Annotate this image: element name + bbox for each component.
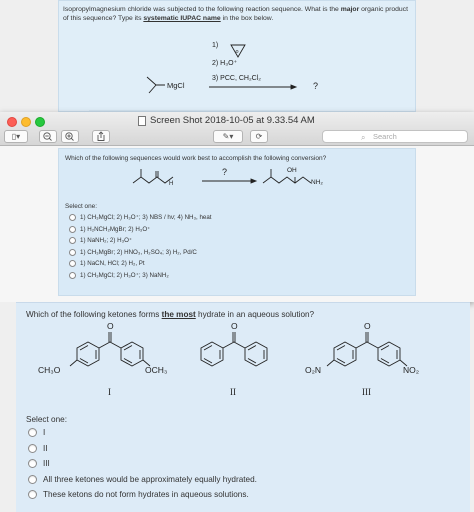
inner-option[interactable]: 1) CH₃MgCl; 2) H₃O⁺; 3) NBS / hν; 4) NH₃, heat — [69, 212, 212, 224]
ketone-3-left-group: O₂N — [305, 365, 322, 375]
zoom-out-icon — [40, 131, 56, 142]
epoxide-structure — [231, 45, 245, 57]
inner-select-label: Select one: — [65, 203, 97, 210]
markup-button[interactable]: ✎▾ — [213, 130, 243, 143]
ketone-2-oxygen: O — [231, 321, 238, 331]
radio-button[interactable] — [28, 444, 37, 453]
svg-text:o: o — [235, 49, 239, 55]
nh2-label: NH₂ — [311, 179, 323, 186]
ketone-3-oxygen: O — [364, 321, 371, 331]
aldehyde-h-label: H — [169, 181, 174, 187]
search-icon: ⌕ — [361, 133, 366, 142]
window-title: Screen Shot 2018-10-05 at 9.33.54 AM — [150, 115, 315, 126]
conversion-drawing — [59, 149, 417, 199]
option-no-hydrates[interactable]: These ketons do not form hydrates in aqueous solutions. — [28, 487, 257, 503]
radio-button[interactable] — [28, 459, 37, 468]
search-field[interactable] — [322, 130, 468, 143]
search-placeholder: Search — [373, 132, 397, 141]
zoom-in-icon — [62, 131, 78, 142]
fullscreen-button[interactable] — [35, 117, 45, 127]
option-iii[interactable]: III — [28, 456, 257, 472]
reagent-3: 3) PCC, CH₂Cl₂ — [212, 75, 261, 82]
ketones-drawing — [16, 303, 470, 413]
inner-options-list — [69, 212, 212, 281]
numeral-1: I — [108, 387, 111, 397]
reactant-label: MgCl — [167, 81, 185, 90]
reaction-arrow — [209, 85, 296, 89]
ketone-1-right-group: OCH₃ — [145, 365, 168, 375]
ketone-2-structure — [201, 332, 267, 366]
option-ii[interactable]: II — [28, 441, 257, 457]
background-question-panel — [58, 0, 416, 112]
bottom-select-label: Select one: — [26, 415, 67, 424]
ketone-1-oxygen: O — [107, 321, 114, 331]
title-bar[interactable] — [0, 112, 474, 146]
ketone-1-structure — [70, 332, 150, 366]
ketone-3-right-group: NO₂ — [403, 365, 420, 375]
inner-option[interactable]: 1) NaNH₂; 2) H₃O⁺ — [69, 235, 212, 247]
zoom-in-button[interactable] — [61, 130, 79, 143]
radio-button[interactable] — [28, 428, 37, 437]
left-margin — [0, 302, 16, 512]
oh-label: OH — [287, 167, 297, 174]
inner-option[interactable]: 1) CH₃MgBr; 2) HNO₃, H₂SO₄; 3) H₂, Pd/C — [69, 247, 212, 259]
reagent-1: 1) — [212, 42, 219, 49]
product-placeholder: ? — [313, 81, 319, 91]
option-all-equal[interactable]: All three ketones would be approximately equally hydrated. — [28, 472, 257, 488]
option-i[interactable]: I — [28, 425, 257, 441]
close-button[interactable] — [7, 117, 17, 127]
share-button[interactable] — [92, 130, 110, 143]
conversion-arrow-label: ? — [222, 167, 228, 177]
reagent-2: 2) H₃O⁺ — [212, 60, 238, 67]
radio-button[interactable] — [69, 226, 76, 233]
inner-option[interactable]: 1) NaCN, HCl; 2) H₂, Pt — [69, 258, 212, 270]
bottom-question-panel — [16, 302, 470, 512]
sidebar-toggle-button[interactable]: ▯▾ — [4, 130, 28, 143]
ketone-1-left-group: CH₃O — [38, 365, 61, 375]
radio-button[interactable] — [28, 475, 37, 484]
ketone-3-structure — [327, 332, 407, 366]
aldehyde-structure — [133, 169, 173, 183]
inner-option[interactable]: 1) CH₃MgCl; 2) H₃O⁺; 3) NaNH₂ — [69, 270, 212, 282]
radio-button[interactable] — [69, 237, 76, 244]
radio-button[interactable] — [28, 490, 37, 499]
background-reaction-drawing — [59, 1, 417, 113]
isopropyl-structure — [147, 77, 165, 93]
radio-button[interactable] — [69, 272, 76, 279]
share-icon — [93, 131, 109, 142]
radio-button[interactable] — [69, 249, 76, 256]
numeral-3: III — [362, 387, 371, 397]
document-icon — [138, 116, 146, 126]
radio-button[interactable] — [69, 214, 76, 221]
conversion-arrow — [202, 179, 256, 183]
background-question-text: Isopropylmagnesium chloride was subjected to the following reaction sequence. What is the major organic product of this sequence? Type its systematic IUPAC name in the box below. — [63, 6, 408, 22]
minimize-button[interactable] — [21, 117, 31, 127]
numeral-2: II — [230, 387, 236, 397]
inner-option[interactable]: 1) H₂NCH₂MgBr; 2) H₃O⁺ — [69, 224, 212, 236]
bottom-options-list — [28, 425, 257, 503]
rotate-button[interactable]: ⟳ — [250, 130, 268, 143]
preview-window — [0, 112, 474, 302]
zoom-out-button[interactable] — [39, 130, 57, 143]
inner-question-text: Which of the following sequences would work best to accomplish the following conversion? — [65, 155, 327, 162]
radio-button[interactable] — [69, 260, 76, 267]
bottom-question-text: Which of the following ketones forms the most hydrate in an aqueous solution? — [26, 310, 315, 319]
inner-question-panel — [58, 148, 416, 296]
